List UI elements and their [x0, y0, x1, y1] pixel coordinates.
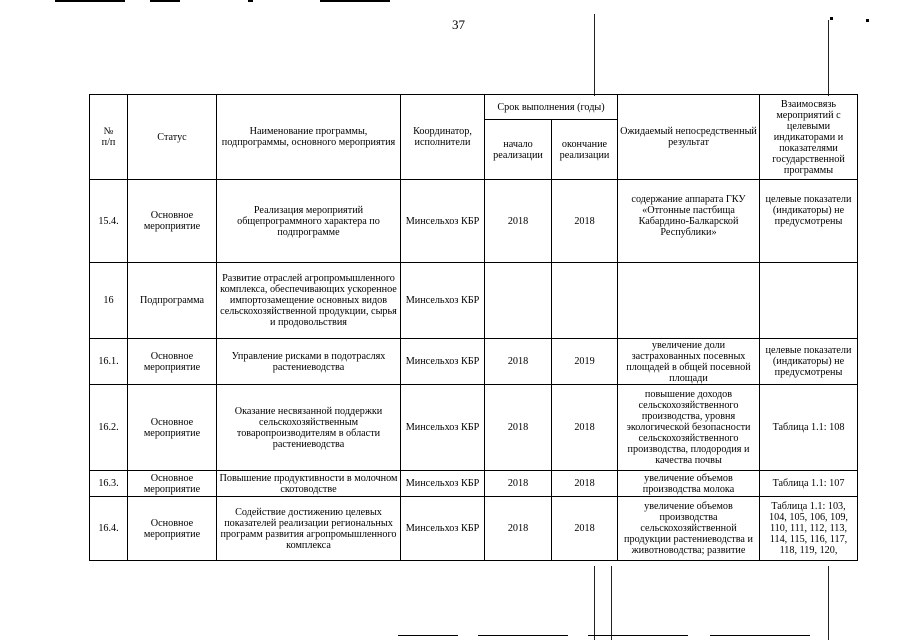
header-name: Наименование программы, подпрограммы, основного мероприятия [217, 95, 401, 180]
row-start: 2018 [485, 385, 552, 471]
table-row [90, 471, 858, 497]
row-end: 2018 [552, 385, 618, 471]
row-end: 2018 [552, 180, 618, 263]
row-num: 16.1. [90, 339, 128, 385]
scan-mark-top-2 [150, 0, 180, 2]
row-status: Основное мероприятие [128, 339, 217, 385]
table-row [90, 385, 858, 471]
row-num: 16.4. [90, 497, 128, 561]
row-status: Основное мероприятие [128, 180, 217, 263]
program-table [89, 94, 858, 561]
row-num: 16.2. [90, 385, 128, 471]
row-coordinator: Минсельхоз КБР [401, 263, 485, 339]
row-status: Основное мероприятие [128, 497, 217, 561]
row-link: Таблица 1.1: 108 [760, 385, 858, 471]
row-result [618, 263, 760, 339]
row-link: Таблица 1.1: 107 [760, 471, 858, 497]
table-row [90, 180, 858, 263]
row-link: целевые показатели (индикаторы) не предусмотрены [760, 180, 858, 263]
row-end: 2018 [552, 497, 618, 561]
header-coordinator: Координатор, исполнители [401, 95, 485, 180]
row-coordinator: Минсельхоз КБР [401, 497, 485, 561]
row-coordinator: Минсельхоз КБР [401, 180, 485, 263]
scan-fold-line-5 [828, 566, 829, 640]
row-num: 16 [90, 263, 128, 339]
row-coordinator: Минсельхоз КБР [401, 471, 485, 497]
row-end: 2018 [552, 471, 618, 497]
header-result: Ожидаемый непосредственный результат [618, 95, 760, 180]
row-name: Содействие достижению целевых показателей реализации региональных программ развития агропромышленного комплекса [217, 497, 401, 561]
row-name: Управление рисками в подотраслях растениеводства [217, 339, 401, 385]
page-number: 37 [452, 17, 465, 32]
row-result: повышение доходов сельскохозяйственного производства, уровня экологической безопасности сельскохозяйственного производства, плодородия и качества почвы [618, 385, 760, 471]
row-status: Подпрограмма [128, 263, 217, 339]
header-status: Статус [128, 95, 217, 180]
row-start: 2018 [485, 471, 552, 497]
scan-mark-bottom-4 [710, 635, 810, 636]
row-status: Основное мероприятие [128, 471, 217, 497]
header-link: Взаимосвязь мероприятий с целевыми индикаторами и показателями государственной программы [760, 95, 858, 180]
row-result: увеличение объемов производства сельскохозяйственной продукции растениеводства и животноводства; развитие [618, 497, 760, 561]
table-row [90, 339, 858, 385]
scan-fold-line-2 [594, 566, 595, 640]
header-end: окончание реализации [552, 120, 618, 180]
scan-mark-top-3 [248, 0, 253, 2]
table-row [90, 497, 858, 561]
scan-dot-top-right-1 [830, 17, 833, 20]
scan-mark-top-4 [320, 0, 390, 2]
header-term: Срок выполнения (годы) [485, 95, 618, 120]
header-num: № п/п [90, 95, 128, 180]
row-start [485, 263, 552, 339]
scan-fold-line-1 [594, 14, 595, 96]
row-result: увеличение доли застрахованных посевных площадей в общей посевной площади [618, 339, 760, 385]
row-link [760, 263, 858, 339]
row-num: 16.3. [90, 471, 128, 497]
scan-fold-line-4 [828, 20, 829, 96]
row-coordinator: Минсельхоз КБР [401, 339, 485, 385]
row-name: Развитие отраслей агропромышленного комплекса, обеспечивающих ускоренное импортозамещение основных видов сельскохозяйственной продукции, сырья и продовольствия [217, 263, 401, 339]
scan-mark-bottom-2 [478, 635, 568, 636]
row-name: Реализация мероприятий общепрограммного характера по подпрограмме [217, 180, 401, 263]
row-start: 2018 [485, 180, 552, 263]
row-end: 2019 [552, 339, 618, 385]
scan-mark-top-1 [55, 0, 125, 2]
row-status: Основное мероприятие [128, 385, 217, 471]
row-end [552, 263, 618, 339]
table-header-row [90, 95, 858, 120]
row-start: 2018 [485, 339, 552, 385]
row-name: Повышение продуктивности в молочном скотоводстве [217, 471, 401, 497]
table-row [90, 263, 858, 339]
row-link: целевые показатели (индикаторы) не предусмотрены [760, 339, 858, 385]
scan-fold-line-3 [611, 566, 612, 640]
row-name: Оказание несвязанной поддержки сельскохозяйственным товаропроизводителям в области растениеводства [217, 385, 401, 471]
row-link: Таблица 1.1: 103, 104, 105, 106, 109, 110, 111, 112, 113, 114, 115, 116, 117, 118, 119, 120, [760, 497, 858, 561]
scan-dot-top-right-2 [866, 19, 869, 22]
row-start: 2018 [485, 497, 552, 561]
row-result: увеличение объемов производства молока [618, 471, 760, 497]
header-start: начало реализации [485, 120, 552, 180]
scan-mark-bottom-3 [588, 635, 688, 636]
row-coordinator: Минсельхоз КБР [401, 385, 485, 471]
row-result: содержание аппарата ГКУ «Отгонные пастбища Кабардино-Балкарской Республики» [618, 180, 760, 263]
row-num: 15.4. [90, 180, 128, 263]
scan-mark-bottom-1 [398, 635, 458, 636]
